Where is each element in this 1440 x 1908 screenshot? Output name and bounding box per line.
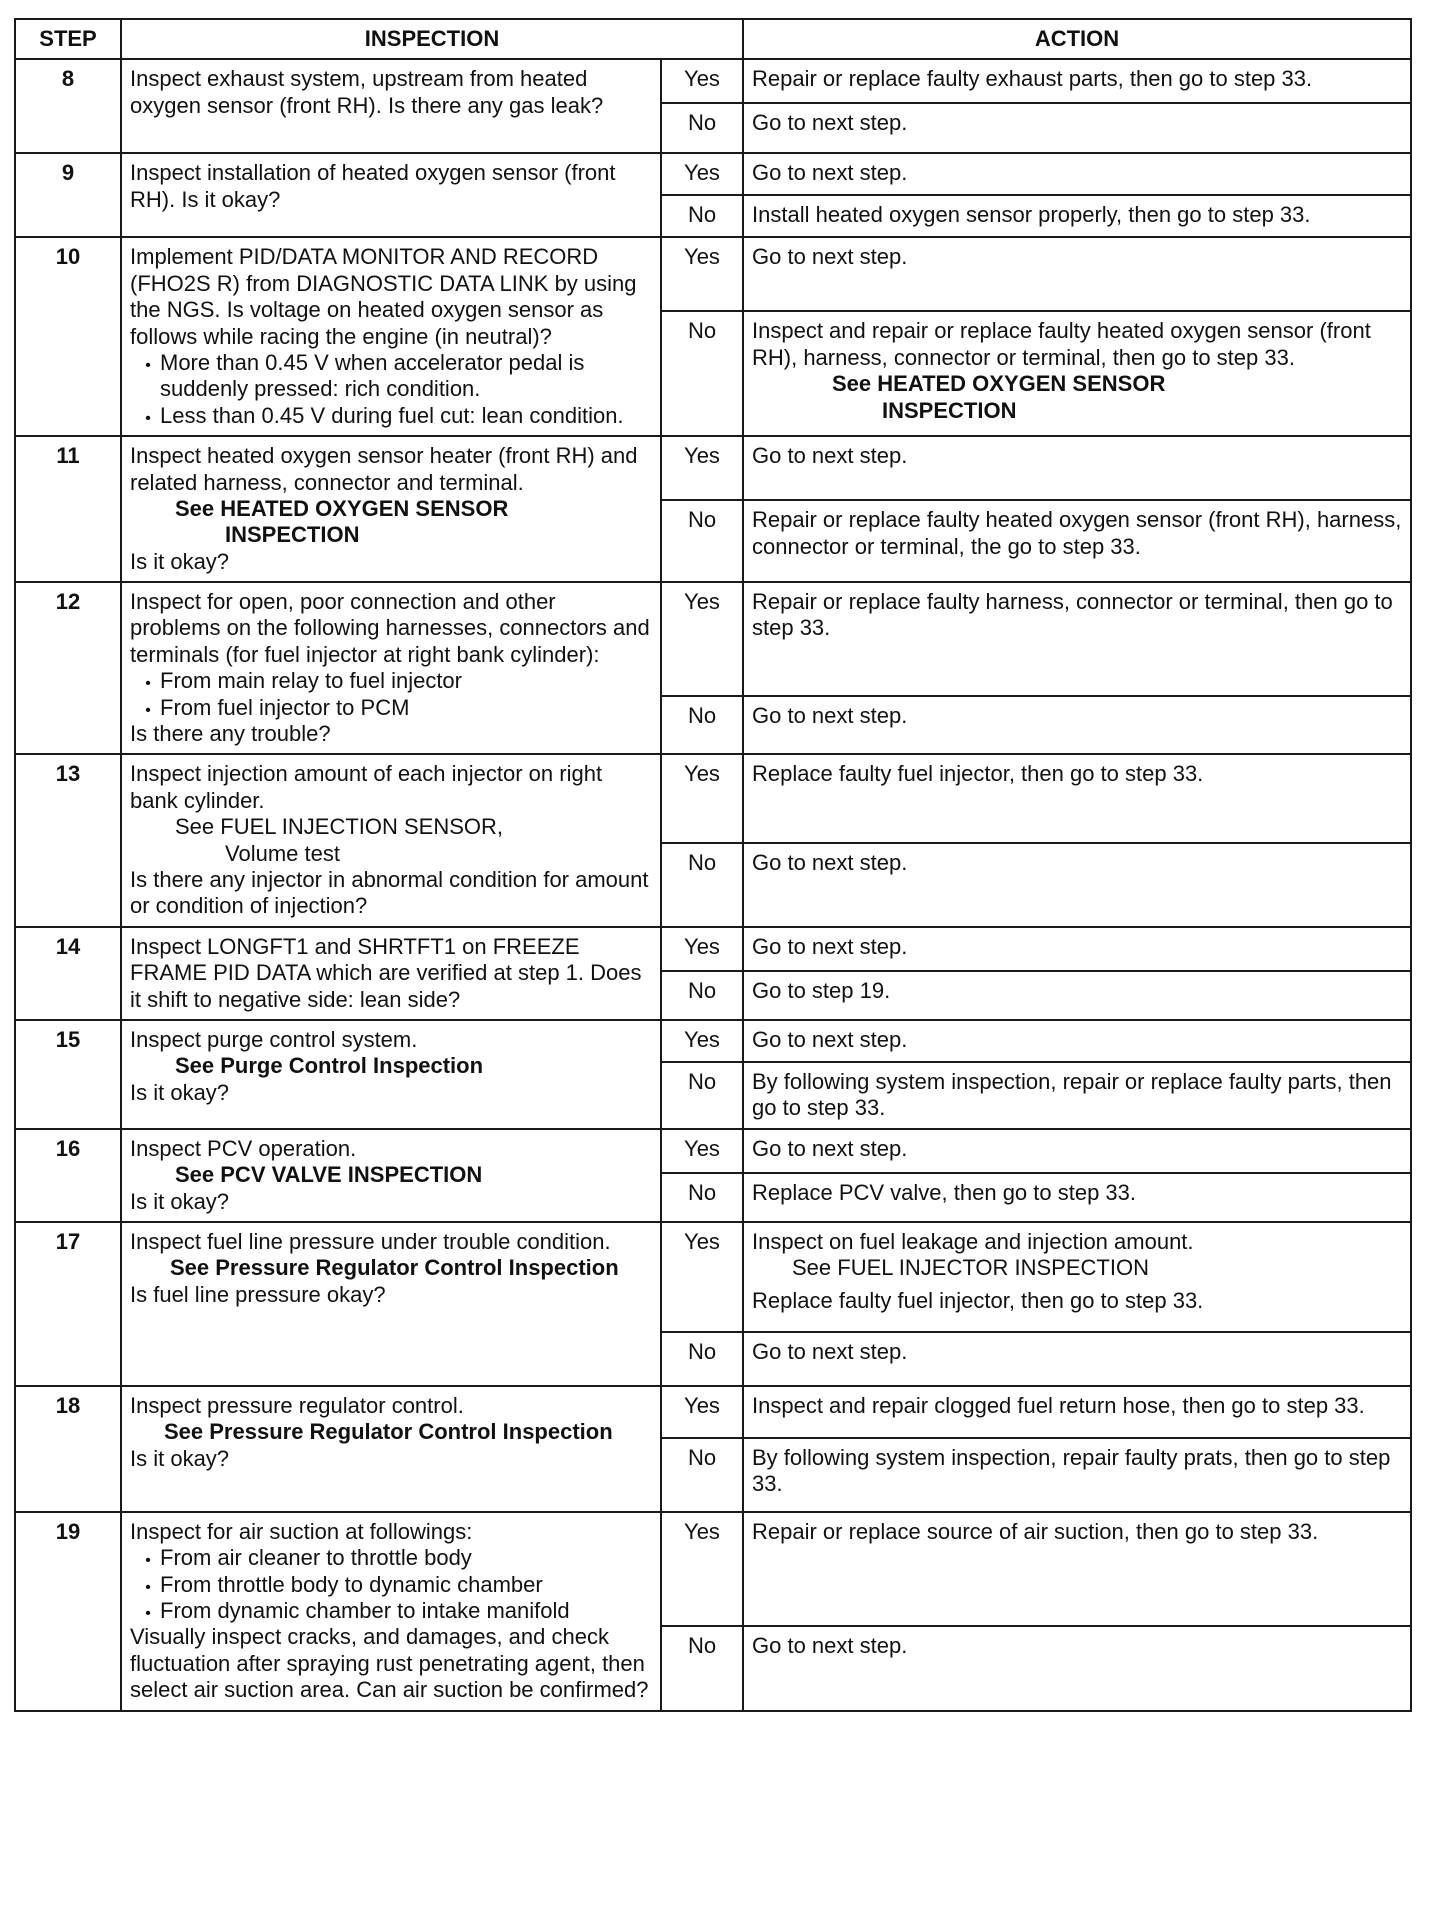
no-action [743, 311, 1411, 436]
no-action: Go to step 19. [743, 971, 1411, 1020]
inspection-bullet: • Less than 0.45 V during fuel cut: lean condition. [130, 403, 652, 429]
step-number: 17 [15, 1222, 121, 1386]
step-number: 19 [15, 1512, 121, 1711]
yes-label: Yes [661, 1386, 743, 1438]
action-line: Inspect on fuel leakage and injection amount. [752, 1228, 1194, 1254]
no-label: No [661, 1438, 743, 1512]
no-action: Install heated oxygen sensor properly, then go to step 33. [743, 195, 1411, 237]
table-row [15, 1386, 1411, 1438]
inspection-text [121, 1020, 661, 1129]
step-number: 10 [15, 237, 121, 436]
no-action: Go to next step. [743, 103, 1411, 153]
see-reference: See FUEL INJECTION SENSOR, [175, 814, 504, 840]
yes-label: Yes [661, 582, 743, 696]
inspection-line: Implement PID/DATA MONITOR AND RECORD (FHO2S R) from DIAGNOSTIC DATA LINK by using the NGS. Is voltage on heated oxygen sensor as follows while racing the engine (in neutral)? [130, 244, 637, 349]
step-number: 8 [15, 59, 121, 153]
no-action: Go to next step. [743, 696, 1411, 754]
yes-action [743, 1222, 1411, 1332]
inspection-text [121, 1512, 661, 1711]
step-column-header: STEP [15, 19, 121, 59]
no-label: No [661, 500, 743, 582]
see-reference: See Pressure Regulator Control Inspection [170, 1255, 619, 1281]
yes-label: Yes [661, 153, 743, 195]
inspection-text [121, 927, 661, 1020]
inspection-text [121, 754, 661, 926]
inspection-text [121, 1222, 661, 1386]
no-label: No [661, 311, 743, 436]
yes-action: Go to next step. [743, 927, 1411, 971]
table-row [15, 153, 1411, 195]
inspection-bullet: • More than 0.45 V when accelerator pedal is suddenly pressed: rich condition. [130, 350, 652, 403]
no-label: No [661, 1062, 743, 1129]
yes-label: Yes [661, 436, 743, 500]
no-label: No [661, 1332, 743, 1386]
step-number: 18 [15, 1386, 121, 1512]
yes-action: Go to next step. [743, 436, 1411, 500]
inspection-line: Inspect PCV operation. [130, 1135, 357, 1161]
inspection-question: Is it okay? [130, 1079, 230, 1105]
step-number: 9 [15, 153, 121, 237]
yes-label: Yes [661, 927, 743, 971]
inspection-line: Inspect pressure regulator control. [130, 1392, 464, 1418]
table-row [15, 927, 1411, 971]
yes-label: Yes [661, 59, 743, 103]
no-label: No [661, 1626, 743, 1711]
inspection-column-header: INSPECTION [121, 19, 743, 59]
no-action: By following system inspection, repair faulty prats, then go to step 33. [743, 1438, 1411, 1512]
no-label: No [661, 1173, 743, 1222]
inspection-line: Inspect fuel line pressure under trouble condition. [130, 1228, 611, 1254]
table-row [15, 582, 1411, 696]
inspection-question: Visually inspect cracks, and damages, and check fluctuation after spraying rust penetrating agent, then select air suction area. Can air suction be confirmed? [130, 1624, 649, 1703]
yes-action: Go to next step. [743, 237, 1411, 311]
see-reference: See HEATED OXYGEN SENSOR [832, 371, 1166, 397]
inspection-text [121, 59, 661, 153]
yes-label: Yes [661, 1129, 743, 1173]
see-reference: See HEATED OXYGEN SENSOR [175, 495, 509, 521]
table-row [15, 436, 1411, 500]
step-number: 16 [15, 1129, 121, 1222]
yes-action: Repair or replace faulty exhaust parts, then go to step 33. [743, 59, 1411, 103]
inspection-bullet: • From air cleaner to throttle body [130, 1545, 652, 1571]
table-row [15, 1129, 1411, 1173]
inspection-text [121, 1129, 661, 1222]
inspection-question: Is it okay? [130, 1445, 230, 1471]
no-action: By following system inspection, repair or replace faulty parts, then go to step 33. [743, 1062, 1411, 1129]
see-reference: See Pressure Regulator Control Inspection [164, 1419, 613, 1445]
inspection-bullet: • From dynamic chamber to intake manifold [130, 1598, 652, 1624]
see-reference-cont: Volume test [225, 840, 340, 866]
yes-label: Yes [661, 754, 743, 843]
table-row [15, 59, 1411, 103]
table-header-row [15, 19, 1411, 59]
inspection-table [14, 18, 1412, 1712]
inspection-question: Is there any injector in abnormal condition for amount or condition of injection? [130, 866, 649, 919]
yes-action: Replace faulty fuel injector, then go to step 33. [743, 754, 1411, 843]
no-label: No [661, 971, 743, 1020]
table-row [15, 1512, 1411, 1626]
inspection-line: Inspect installation of heated oxygen sensor (front RH). Is it okay? [130, 160, 616, 212]
step-number: 14 [15, 927, 121, 1020]
step-number: 11 [15, 436, 121, 582]
yes-label: Yes [661, 1020, 743, 1062]
inspection-bullet: • From throttle body to dynamic chamber [130, 1572, 652, 1598]
no-label: No [661, 843, 743, 926]
action-column-header: ACTION [743, 19, 1411, 59]
see-reference-cont: INSPECTION [882, 397, 1017, 423]
inspection-line: Inspect heated oxygen sensor heater (front RH) and related harness, connector and terminal. [130, 443, 638, 495]
yes-action: Repair or replace faulty harness, connector or terminal, then go to step 33. [743, 582, 1411, 696]
inspection-question: Is there any trouble? [130, 721, 331, 747]
inspection-question: Is it okay? [130, 1188, 230, 1214]
see-reference: See PCV VALVE INSPECTION [175, 1162, 483, 1188]
inspection-question: Is fuel line pressure okay? [130, 1281, 386, 1307]
table-row [15, 237, 1411, 311]
no-action: Go to next step. [743, 843, 1411, 926]
table-row [15, 754, 1411, 843]
inspection-bullet: • From fuel injector to PCM [130, 695, 652, 721]
table-row [15, 1020, 1411, 1062]
yes-label: Yes [661, 1222, 743, 1332]
yes-action: Inspect and repair clogged fuel return hose, then go to step 33. [743, 1386, 1411, 1438]
inspection-text [121, 237, 661, 436]
inspection-text [121, 582, 661, 754]
no-action: Go to next step. [743, 1626, 1411, 1711]
inspection-line: Inspect LONGFT1 and SHRTFT1 on FREEZE FRAME PID DATA which are verified at step 1. Does it shift to negative side: lean side? [130, 933, 642, 1012]
yes-action: Go to next step. [743, 1020, 1411, 1062]
inspection-line: Inspect exhaust system, upstream from heated oxygen sensor (front RH). Is there any gas leak? [130, 66, 604, 118]
step-number: 15 [15, 1020, 121, 1129]
inspection-text [121, 153, 661, 237]
inspection-bullet: • From main relay to fuel injector [130, 668, 652, 694]
inspection-line: Inspect purge control system. [130, 1026, 418, 1052]
yes-label: Yes [661, 237, 743, 311]
no-label: No [661, 195, 743, 237]
no-action: Replace PCV valve, then go to step 33. [743, 1173, 1411, 1222]
yes-action: Go to next step. [743, 153, 1411, 195]
see-reference: See Purge Control Inspection [175, 1053, 484, 1079]
yes-action: Go to next step. [743, 1129, 1411, 1173]
step-number: 12 [15, 582, 121, 754]
no-label: No [661, 696, 743, 754]
inspection-line: Inspect for open, poor connection and other problems on the following harnesses, connectors and terminals (for fuel injector at right bank cylinder): [130, 589, 650, 667]
no-action: Go to next step. [743, 1332, 1411, 1386]
inspection-question: Is it okay? [130, 548, 230, 574]
see-reference: See FUEL INJECTOR INSPECTION [792, 1255, 1149, 1281]
inspection-text [121, 1386, 661, 1512]
inspection-line: Inspect for air suction at followings: [130, 1518, 473, 1544]
inspection-text [121, 436, 661, 582]
see-reference-cont: INSPECTION [225, 522, 360, 548]
action-line: Replace faulty fuel injector, then go to step 33. [752, 1287, 1204, 1313]
no-action: Repair or replace faulty heated oxygen sensor (front RH), harness, connector or terminal, the go to step 33. [743, 500, 1411, 582]
no-label: No [661, 103, 743, 153]
inspection-line: Inspect injection amount of each injector on right bank cylinder. [130, 761, 603, 813]
yes-action: Repair or replace source of air suction, then go to step 33. [743, 1512, 1411, 1626]
yes-label: Yes [661, 1512, 743, 1626]
diagnostic-procedure-sheet [14, 18, 1410, 1712]
table-row [15, 1222, 1411, 1332]
step-number: 13 [15, 754, 121, 926]
action-line: Inspect and repair or replace faulty heated oxygen sensor (front RH), harness, connector or terminal, then go to step 33. [752, 318, 1371, 370]
